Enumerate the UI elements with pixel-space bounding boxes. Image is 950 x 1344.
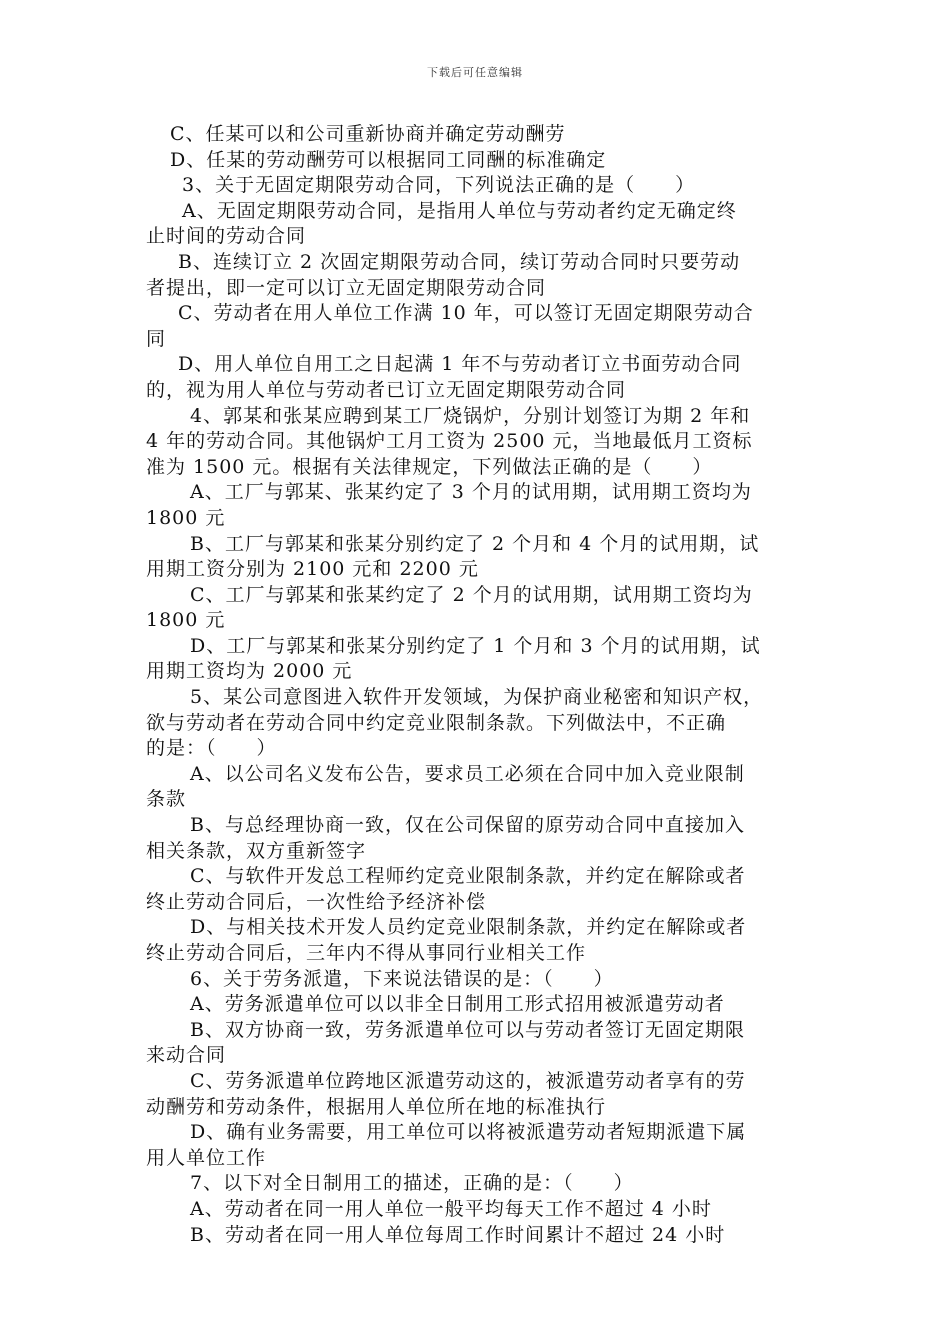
text-line: B、工厂与郭某和张某分别约定了 2 个月和 4 个月的试用期，试 bbox=[190, 532, 760, 555]
question-line: 4、郭某和张某应聘到某工厂烧锅炉，分别计划签订为期 2 年和 bbox=[190, 404, 751, 427]
question-line: 6、关于劳务派遣，下来说法错误的是：（ ） bbox=[190, 967, 614, 990]
text-line: B、连续订立 2 次固定期限劳动合同，续订劳动合同时只要劳动 bbox=[178, 250, 741, 273]
text-line: 相关条款，双方重新签字 bbox=[146, 839, 367, 862]
text-line: D、与相关技术开发人员约定竞业限制条款，并约定在解除或者 bbox=[190, 916, 747, 939]
text-line: C、劳动者在用人单位工作满 10 年，可以签订无固定期限劳动合 bbox=[178, 302, 754, 325]
text-line: B、双方协商一致，劳务派遣单位可以与劳动者签订无固定期限 bbox=[190, 1018, 745, 1041]
text-line: 的是：（ ） bbox=[146, 737, 277, 760]
text-line: 终止劳动合同后，三年内不得从事同行业相关工作 bbox=[146, 942, 587, 964]
text-line: 来动合同 bbox=[146, 1044, 227, 1067]
text-line: 用期工资分别为 2100 元和 2200 元 bbox=[146, 558, 479, 581]
text-line: A、工厂与郭某、张某约定了 3 个月的试用期，试用期工资均为 bbox=[190, 481, 752, 504]
page-header-note: 下载后可任意编辑 bbox=[427, 66, 523, 79]
text-line: 用期工资均为 2000 元 bbox=[146, 660, 353, 683]
text-line: 条款 bbox=[146, 788, 187, 811]
text-line: A、劳动者在同一用人单位一般平均每天工作不超过 4 小时 bbox=[190, 1197, 712, 1220]
text-line: D、确有业务需要，用工单位可以将被派遣劳动者短期派遣下属 bbox=[190, 1121, 747, 1144]
text-line: B、与总经理协商一致，仅在公司保留的原劳动合同中直接加入 bbox=[190, 814, 745, 837]
text-line: A、劳务派遣单位可以以非全日制用工形式招用被派遣劳动者 bbox=[190, 993, 725, 1016]
text-line: B、劳动者在同一用人单位每周工作时间累计不超过 24 小时 bbox=[190, 1223, 726, 1246]
document-body bbox=[146, 122, 816, 1248]
text-line: 者提出，即一定可以订立无固定期限劳动合同 bbox=[146, 276, 547, 299]
text-line: 同 bbox=[146, 327, 167, 350]
text-line: 欲与劳动者在劳动合同中约定竞业限制条款。下列做法中，不正确 bbox=[146, 711, 727, 734]
text-line: A、无固定期限劳动合同，是指用人单位与劳动者约定无确定终 bbox=[182, 199, 737, 222]
question-line: 3、关于无固定期限劳动合同，下列说法正确的是（ ） bbox=[182, 174, 696, 197]
text-line: 动酬劳和劳动条件，根据用人单位所在地的标准执行 bbox=[146, 1095, 607, 1118]
text-line: D、工厂与郭某和张某分别约定了 1 个月和 3 个月的试用期，试 bbox=[190, 634, 761, 657]
text-line: 1800 元 bbox=[146, 506, 226, 529]
text-line: 用人单位工作 bbox=[146, 1146, 267, 1169]
text-line: D、任某的劳动酬劳可以根据同工同酬的标准确定 bbox=[170, 148, 607, 171]
text-line: 终止劳动合同后，一次性给予经济补偿 bbox=[146, 890, 487, 913]
question-line: 7、以下对全日制用工的描述，正确的是：（ ） bbox=[190, 1172, 634, 1195]
text-line: D、用人单位自用工之日起满 1 年不与劳动者订立书面劳动合同 bbox=[178, 353, 742, 376]
text-line: C、劳务派遣单位跨地区派遣劳动这的，被派遣劳动者享有的劳 bbox=[190, 1069, 746, 1092]
text-line: C、任某可以和公司重新协商并确定劳动酬劳 bbox=[170, 123, 566, 145]
text-line: 止时间的劳动合同 bbox=[146, 225, 307, 248]
text-line: 的，视为用人单位与劳动者已订立无固定期限劳动合同 bbox=[146, 378, 627, 401]
text-line: A、以公司名义发布公告，要求员工必须在合同中加入竞业限制 bbox=[190, 762, 745, 785]
text-line: 准为 1500 元。根据有关法律规定，下列做法正确的是（ ） bbox=[146, 455, 713, 478]
question-line: 5、某公司意图进入软件开发领域，为保护商业秘密和知识产权， bbox=[190, 686, 764, 709]
text-line: 4 年的劳动合同。其他锅炉工月工资为 2500 元，当地最低月工资标 bbox=[146, 430, 753, 453]
text-line: C、与软件开发总工程师约定竞业限制条款，并约定在解除或者 bbox=[190, 865, 746, 888]
text-line: 1800 元 bbox=[146, 609, 226, 632]
text-line: C、工厂与郭某和张某约定了 2 个月的试用期，试用期工资均为 bbox=[190, 583, 753, 606]
